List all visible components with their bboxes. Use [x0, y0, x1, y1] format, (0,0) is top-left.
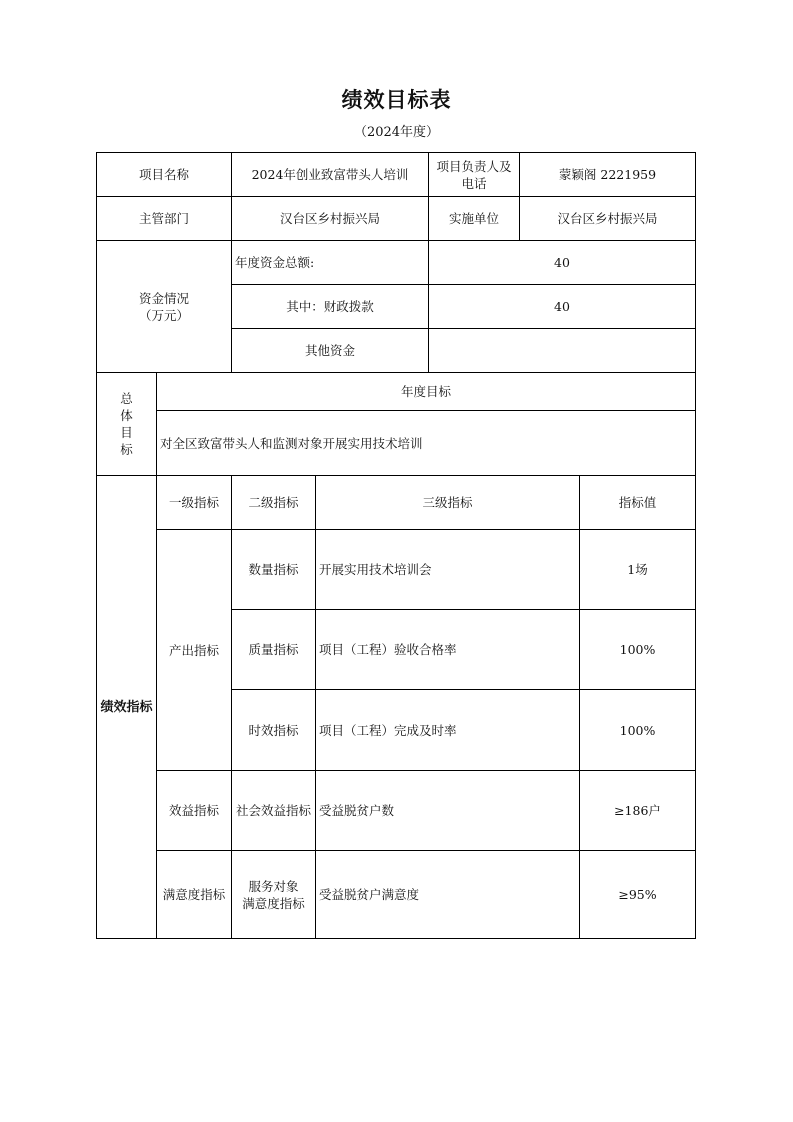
project-name-label: 项目名称 — [96, 152, 232, 197]
funds-fiscal-label: 其中：财政拨款 — [231, 284, 429, 329]
project-name-value: 2024年创业致富带头人培训 — [231, 152, 429, 197]
value-cell: 100% — [579, 609, 696, 690]
level2-cell: 质量指标 — [231, 609, 316, 690]
level2-cell: 社会效益指标 — [231, 770, 316, 851]
funds-other-label: 其他资金 — [231, 328, 429, 373]
level3-cell: 受益脱贫户满意度 — [315, 850, 580, 939]
page-subtitle: （2024年度） — [353, 125, 440, 140]
impl-label: 实施单位 — [428, 196, 520, 241]
annual-goal-text: 对全区致富带头人和监测对象开展实用技术培训 — [156, 410, 696, 476]
level3-cell: 项目（工程）验收合格率 — [315, 609, 580, 690]
funds-other-value — [428, 328, 696, 373]
dept-label: 主管部门 — [96, 196, 232, 241]
annual-goal-header: 年度目标 — [156, 372, 696, 411]
level1-satisfaction: 满意度指标 — [156, 850, 232, 939]
page-title: 绩效目标表 — [341, 88, 452, 112]
funds-fiscal-value: 40 — [428, 284, 696, 329]
value-cell: ≥95% — [579, 850, 696, 939]
contact-value: 蒙颖阁 2221959 — [519, 152, 696, 197]
level1-benefit: 效益指标 — [156, 770, 232, 851]
impl-value: 汉台区乡村振兴局 — [519, 196, 696, 241]
funds-total-label: 年度资金总额: — [231, 240, 429, 285]
header-value: 指标值 — [579, 475, 696, 530]
overall-goal-label: 总 体 目 标 — [96, 372, 157, 476]
contact-label: 项目负责人及 电话 — [428, 152, 520, 197]
funds-total-value: 40 — [428, 240, 696, 285]
level2-cell: 数量指标 — [231, 529, 316, 610]
header-level3: 三级指标 — [315, 475, 580, 530]
header-level2: 二级指标 — [231, 475, 316, 530]
funds-label: 资金情况 （万元） — [96, 240, 232, 373]
dept-value: 汉台区乡村振兴局 — [231, 196, 429, 241]
value-cell: ≥186户 — [579, 770, 696, 851]
value-cell: 100% — [579, 689, 696, 771]
level1-output: 产出指标 — [156, 529, 232, 771]
level3-cell: 开展实用技术培训会 — [315, 529, 580, 610]
level3-cell: 项目（工程）完成及时率 — [315, 689, 580, 771]
level2-cell: 服务对象 满意度指标 — [231, 850, 316, 939]
level3-cell: 受益脱贫户数 — [315, 770, 580, 851]
value-cell: 1场 — [579, 529, 696, 610]
level2-cell: 时效指标 — [231, 689, 316, 771]
header-level1: 一级指标 — [156, 475, 232, 530]
indicators-label: 绩效指标 — [96, 475, 157, 939]
